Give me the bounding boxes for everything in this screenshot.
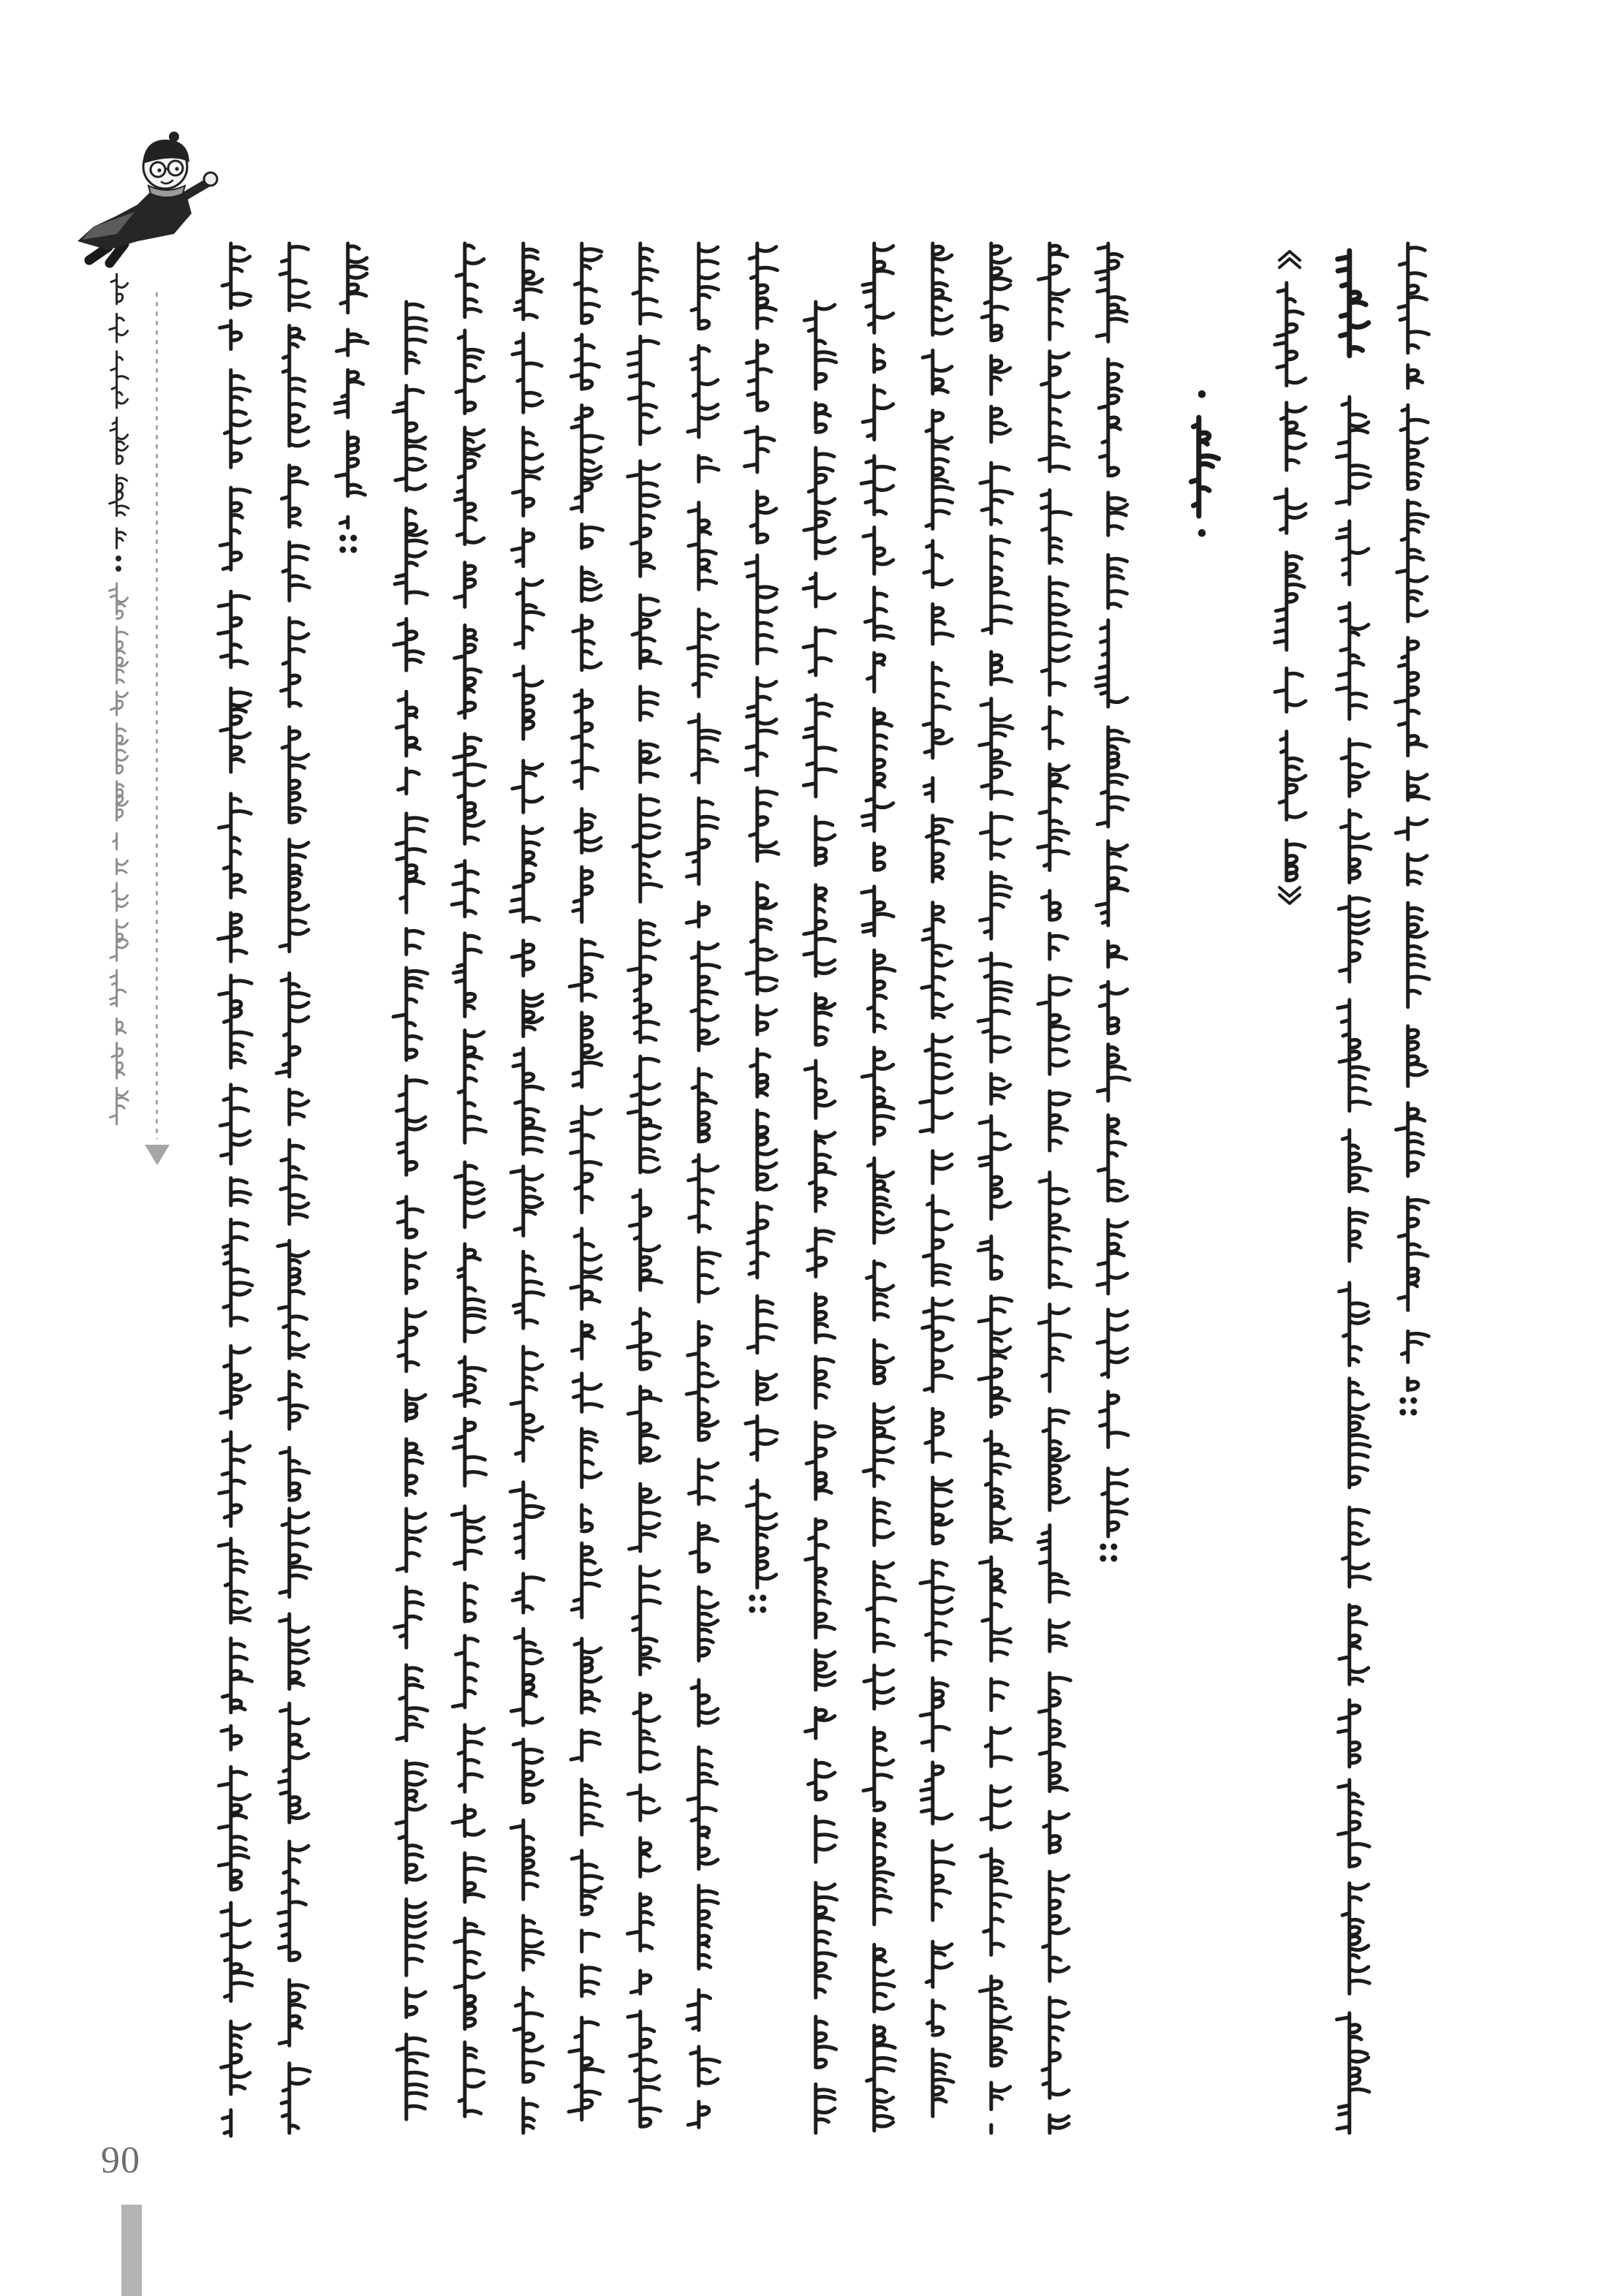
cartoon-mascot-illustration [64,124,219,270]
script-glyph-path [1096,243,1130,1537]
script-glyph-path [1038,243,1071,2133]
open-quote-mark [1271,246,1309,272]
script-strokes [449,241,487,2134]
page-edge-tab [121,2205,142,2296]
full-stop-mark [749,1595,766,1613]
script-glyph-path [978,243,1013,2133]
script-strokes [1333,249,1372,373]
body-text-column [800,300,838,2134]
header-colon-mark [114,554,123,573]
body-text-column [566,241,604,2134]
full-stop-dot [1399,1398,1406,1404]
header-triangle-marker [145,1145,170,1165]
script-strokes [107,581,129,1126]
script-glyph-path [627,243,661,2126]
full-stop-dot [1111,1544,1117,1550]
script-glyph-path [452,243,485,2116]
body-text-column [1034,241,1072,2134]
body-text-column [273,241,311,2134]
script-glyph-path [1336,397,1371,2133]
script-strokes [1034,241,1072,2134]
body-text-column [332,241,370,563]
full-stop-dot [1111,1556,1117,1562]
script-strokes [1333,395,1372,2134]
full-stop-dot [350,535,357,542]
script-strokes [1392,241,1430,1425]
script-strokes [683,241,721,2134]
script-glyph-path [510,243,544,2133]
full-stop-dot [749,1595,755,1602]
script-strokes [507,241,545,2134]
script-strokes [390,300,428,2134]
body-text-column [1333,395,1372,2134]
body-text-column [683,241,721,2134]
full-stop-dot [339,547,346,553]
header-dotted-rule [156,292,158,1139]
full-stop-dot [1399,1409,1406,1416]
script-glyph-path [1275,283,1306,880]
full-stop-mark [1100,1544,1117,1562]
full-stop-dot [1410,1398,1417,1404]
full-stop-dot [1410,1409,1417,1416]
body-text-column [390,300,428,2134]
script-strokes [1092,241,1130,1572]
script-strokes [858,241,896,2134]
running-header-title [107,272,129,550]
script-strokes [332,241,370,563]
full-stop-dot [339,535,346,542]
script-glyph-path [861,243,896,2131]
script-glyph-path [276,243,310,2133]
script-glyph-path [686,243,720,2127]
emphasized-text-column [1333,249,1372,373]
script-strokes [1183,415,1221,518]
body-text-column [917,241,955,2134]
close-quote-mark [1271,883,1309,909]
full-stop-mark [1399,1398,1417,1416]
full-stop-mark [339,535,357,553]
body-text-column [507,241,545,2134]
script-strokes [975,241,1013,2134]
quotation-text [1271,281,1309,880]
script-glyph-path [1192,417,1219,516]
full-stop-dot [350,547,357,553]
body-text-column [1392,241,1430,1425]
script-strokes [917,241,955,2134]
script-glyph-path [1396,243,1429,1390]
script-glyph-path [219,243,252,2136]
heading-bullet: • [1196,515,1208,551]
body-text-column [449,241,487,2134]
body-text-column [975,241,1013,2134]
body-text-column [624,241,662,2134]
running-header-subtitle [107,581,129,1126]
body-text-column [858,241,896,2134]
full-stop-dot [749,1607,755,1613]
script-glyph-path [1338,251,1369,356]
script-glyph-path [920,243,954,2116]
full-stop-dot [1100,1544,1106,1550]
script-glyph-path [393,302,428,2119]
script-glyph-path [335,243,368,528]
script-glyph-path [745,243,779,1588]
script-strokes [566,241,604,2134]
heading-bullet: • [1196,376,1208,412]
script-glyph-path [569,243,603,2120]
script-strokes [1271,281,1309,880]
full-stop-dot [760,1595,766,1602]
script-strokes [107,272,129,550]
script-strokes [741,241,779,1623]
script-strokes [800,300,838,2134]
full-stop-dot [1100,1556,1106,1562]
script-glyph-path [110,583,129,1124]
section-heading-text [1183,415,1221,518]
page-number: 90 [101,2140,140,2181]
script-strokes [273,241,311,2134]
script-strokes [624,241,662,2134]
full-stop-dot [760,1607,766,1613]
script-strokes [215,241,253,2137]
script-glyph-path [803,302,836,2133]
script-glyph-path [110,274,129,548]
body-text-column [741,241,779,1623]
body-text-column [215,241,253,2137]
body-text-column [1092,241,1130,1572]
